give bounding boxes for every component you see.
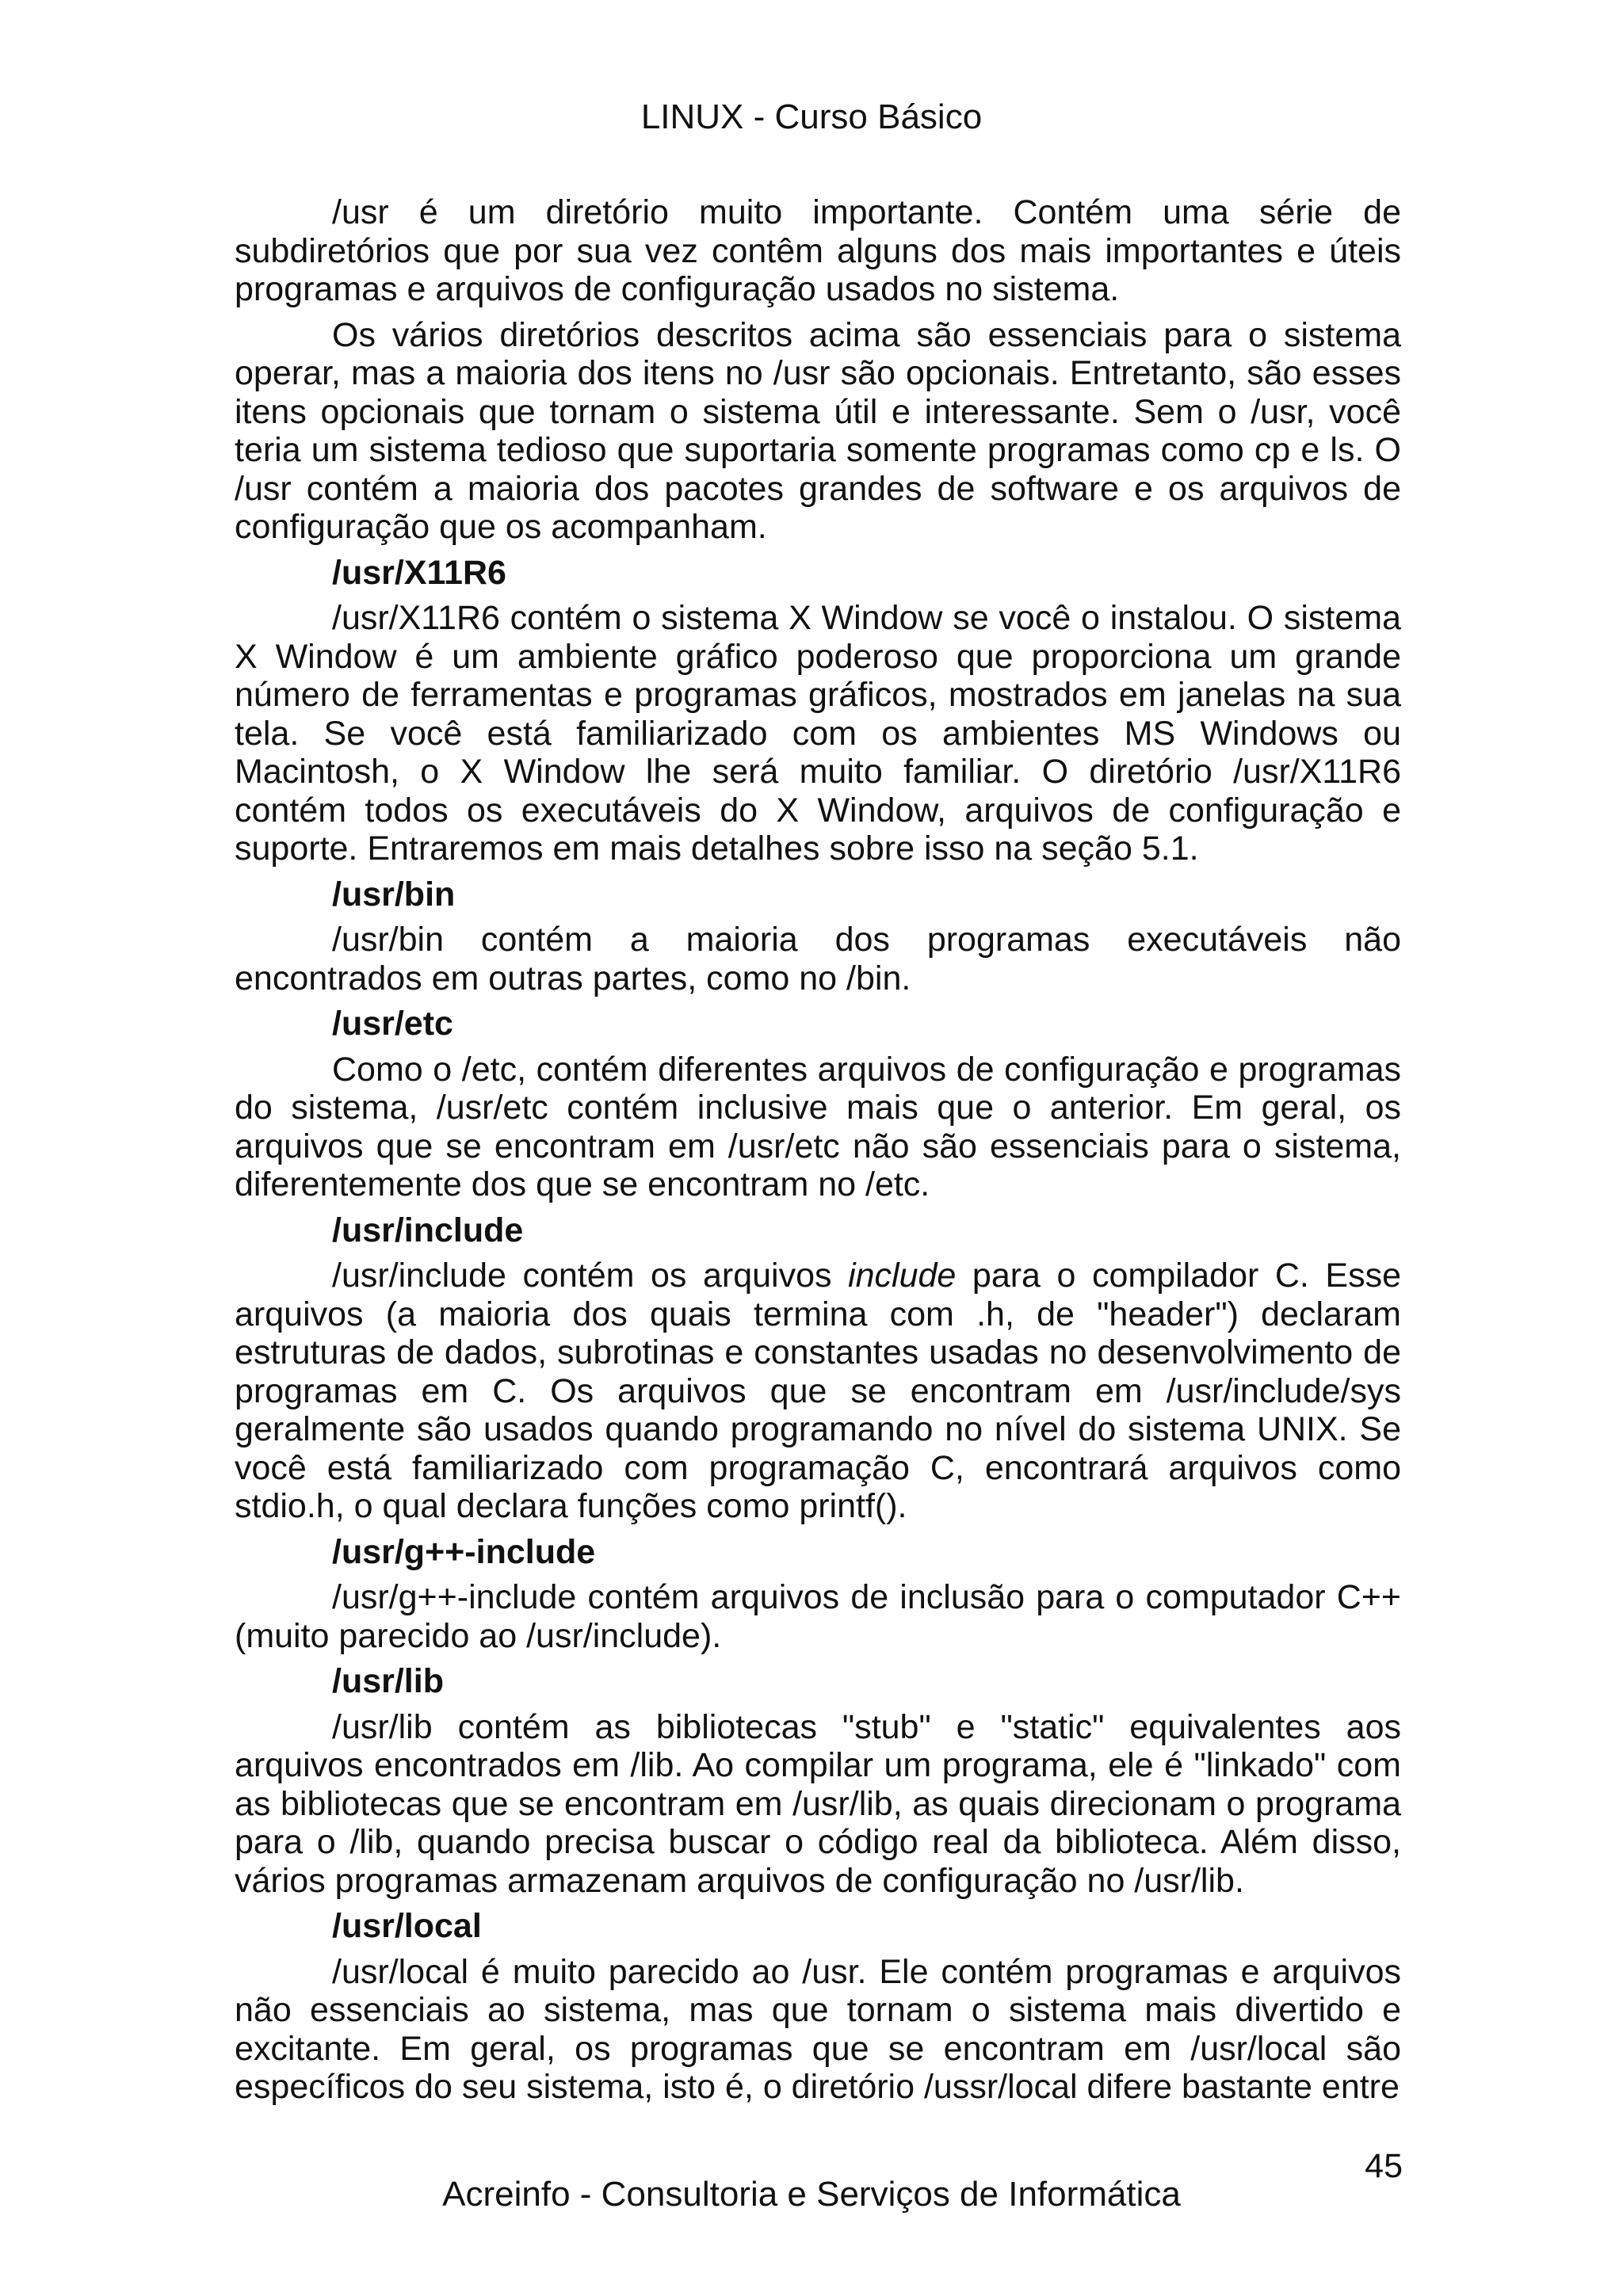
include-text-start: /usr/include contém os arquivos — [332, 1257, 849, 1295]
paragraph-usr-include — [235, 1257, 1401, 1526]
page-body — [235, 193, 1401, 2114]
heading-usr-include: /usr/include — [332, 1211, 524, 1249]
paragraph-usr-bin: /usr/bin contém a maioria dos programas executáveis não encontrados em outras partes, como no /bin. — [235, 921, 1401, 997]
page-number: 45 — [1365, 2147, 1403, 2185]
paragraph-usr-x11r6: /usr/X11R6 contém o sistema X Window se você o instalou. O sistema X Window é um ambiente gráfico poderoso que proporciona um grande número de ferramentas e programas gráficos, mostrados em janelas na sua tela. Se você está familiarizado com os ambientes MS Windows ou Macintosh, o X Window lhe será muito familiar. O diretório /usr/X11R6 contém todos os executáveis do X Window, arquivos de configuração e suporte. Entraremos em mais detalhes sobre isso na seção 5.1. — [235, 599, 1401, 868]
include-text-end: para o compilador C. Esse arquivos (a maioria dos quais termina com .h, de "header") declaram estruturas de dados, subrotinas e constantes usadas no desenvolvimento de programas em C. Os arquivos que se encontram em /usr/include/sys geralmente são usados quando programando no nível do sistema UNIX. Se você está familiarizado com programação C, encontrará arquivos como stdio.h, o qual declara funções como printf(). — [235, 1257, 1402, 1525]
paragraph-usr-lib: /usr/lib contém as bibliotecas "stub" e "static" equivalentes aos arquivos encontrados em /lib. Ao compilar um programa, ele é "linkado" com as bibliotecas que se encontram em /usr/lib, as quais direcionam o programa para o /lib, quando precisa buscar o código real da biblioteca. Além disso, vários programas armazenam arquivos de configuração no /usr/lib. — [235, 1707, 1401, 1900]
heading-usr-lib: /usr/lib — [332, 1662, 444, 1700]
paragraph-usr-local: /usr/local é muito parecido ao /usr. Ele contém programas e arquivos não essenciais ao sistema, mas que tornam o sistema mais divertido e excitante. Em geral, os programas que se encontram em /usr/local são específicos do seu sistema, isto é, o diretório /ussr/local difere bastante entre — [235, 1952, 1401, 2106]
paragraph-usr-intro: /usr é um diretório muito importante. Contém uma série de subdiretórios que por sua vez contêm alguns dos mais importantes e úteis programas e arquivos de configuração usados no sistema. — [235, 193, 1401, 308]
page-header: LINUX - Curso Básico — [640, 97, 983, 136]
paragraph-usr-optional: Os vários diretórios descritos acima são essenciais para o sistema operar, mas a maioria dos itens no /usr são opcionais. Entretanto, são esses itens opcionais que tornam o sistema útil e interessante. Sem o /usr, você teria um sistema tedioso que suportaria somente programas como cp e ls. O /usr contém a maioria dos pacotes grandes de software e os arquivos de configuração que os acompanham. — [235, 315, 1401, 546]
heading-usr-etc: /usr/etc — [332, 1005, 453, 1043]
heading-usr-x11r6: /usr/X11R6 — [332, 553, 506, 592]
page-footer: Acreinfo - Consultoria e Serviços de Informática — [442, 2175, 1181, 2214]
paragraph-usr-gpp-include: /usr/g++-include contém arquivos de inclusão para o computador C++ (muito parecido ao /usr/include). — [235, 1578, 1401, 1655]
include-emphasis: include — [848, 1257, 957, 1295]
heading-usr-local: /usr/local — [332, 1907, 482, 1945]
heading-usr-bin: /usr/bin — [332, 875, 456, 913]
paragraph-usr-etc: Como o /etc, contém diferentes arquivos de configuração e programas do sistema, /usr/etc contém inclusive mais que o anterior. Em geral, os arquivos que se encontram em /usr/etc não são essenciais para o sistema, diferentemente dos que se encontram no /etc. — [235, 1050, 1401, 1203]
heading-usr-gpp-include: /usr/g++-include — [332, 1532, 596, 1571]
